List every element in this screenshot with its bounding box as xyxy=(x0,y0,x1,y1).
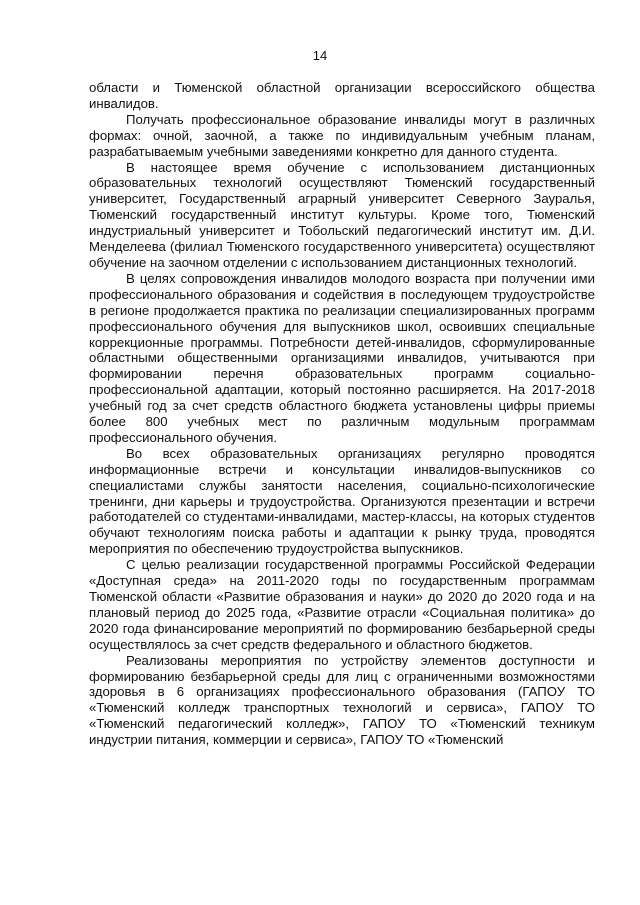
paragraph-career-events: Во всех образовательных организациях регулярно проводятся информационные встречи и консультации инвалидов-выпускников со специалистами службы занятости населения, социально-психологические тренинги, дни карьеры и трудоустройства. Организуются презентации и встречи работодателей со студентами-инвалидами, мастер-классы, на которых студентов обучают технологиям поиска работы и адаптации к рынку труда, проводятся мероприятия по обеспечению трудоустройства выпускников. xyxy=(89,445,595,557)
body-text xyxy=(89,80,595,748)
paragraph-accessible-environment-program: С целью реализации государственной программы Российской Федерации «Доступная среда» на 2011-2020 годы по государственным программам Тюменской области «Развитие образования и науки» до 2020 до 2020 года и на плановый период до 2025 года, «Развитие отрасли «Социальная политика» до 2020 года финансирование мероприятий по формированию безбарьерной среды осуществлялось за счет средств федерального и областного бюджетов. xyxy=(89,557,595,652)
paragraph-education-forms: Получать профессиональное образование инвалиды могут в различных формах: очной, заочной, а также по индивидуальным учебным планам, разрабатываемым учебными заведениями конкретно для данного студента. xyxy=(89,111,595,159)
paragraph-employment-support: В целях сопровождения инвалидов молодого возраста при получении ими профессионального образования и содействия в последующем трудоустройстве в регионе продолжается практика по реализации специализированных программ профессионального обучения для выпускников школ, освоивших специальные коррекционные программы. Потребности детей-инвалидов, сформулированные областными общественными организациями инвалидов, учитываются при формировании перечня образовательных программ социально-профессиональной адаптации, который постоянно расширяется. На 2017-2018 учебный год за счет средств областного бюджета установлены цифры приемы более 800 учебных мест по различным модульным программам профессионального обучения. xyxy=(89,270,595,445)
paragraph-distance-learning: В настоящее время обучение с использованием дистанционных образовательных технологий осуществляют Тюменский государственный университет, Государственный аграрный университет Северного Зауралья, Тюменский государственный институт культуры. Кроме того, Тюменский индустриальный университет и Тобольский педагогический институт им. Д.И. Менделеева (филиал Тюменского государственного университета) осуществляют обучение на заочном отделении с использованием дистанционных технологий. xyxy=(89,159,595,270)
paragraph-continuation: области и Тюменской областной организации всероссийского общества инвалидов. xyxy=(89,80,595,111)
page-number: 14 xyxy=(312,48,328,63)
paragraph-accessibility-measures: Реализованы мероприятия по устройству элементов доступности и формированию безбарьерной среды для лиц с ограниченными возможностями здоровья в 6 организациях профессионального образования (ГАПОУ ТО «Тюменский колледж транспортных технологий и сервиса», ГАПОУ ТО «Тюменский педагогический колледж», ГАПОУ ТО «Тюменский техникум индустрии питания, коммерции и сервиса», ГАПОУ ТО «Тюменский xyxy=(89,652,595,748)
